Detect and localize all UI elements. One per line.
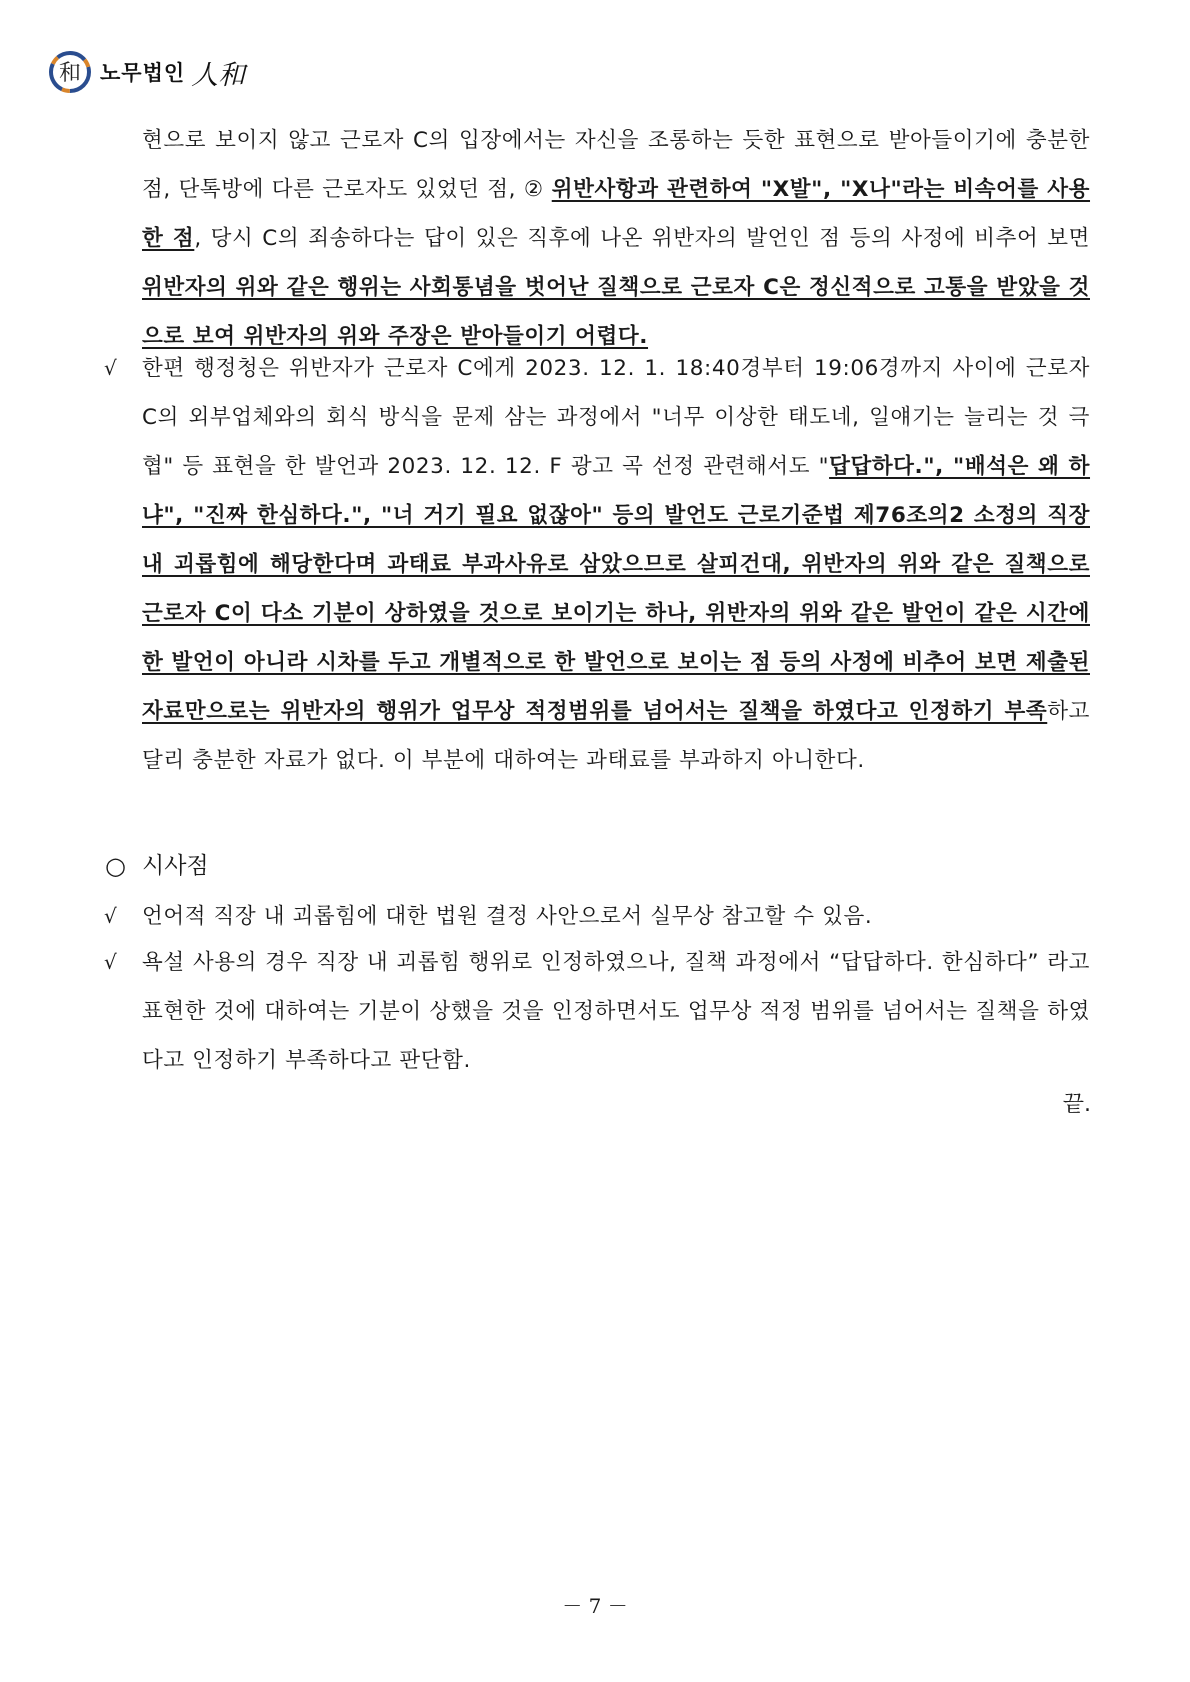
text-run: 현으로 보이지 않고 근로자 C의 입장에서는 자신을 조롱하는 듯한 표현으로 받아들이기에 충분한 점, 단톡방에 다른 근로자도 있었던 점, ② [142,128,1090,202]
org-name: 노무법인 [100,61,186,85]
text-run: 하고 달리 충분한 자료가 없다. 이 부분에 대하여는 과태료를 부과하지 아니한다. [142,699,1090,773]
emphasized-text: 위반사항과 관련하여 "X발", "X나"라는 비속어를 사용한 점 [142,177,1091,251]
paragraph-continuation [142,116,1090,361]
text-run: , 당시 C의 죄송하다는 답이 있은 직후에 나온 위반자의 발언인 점 등의 사정에 비추어 보면 [194,226,1091,251]
emphasized-text: 답답하다.", "배석은 왜 하냐", "진짜 한심하다.", "너 거기 필요 없잖아" 등의 발언도 근로기준법 제76조의2 소정의 직장 내 괴롭힘에 해당한다며 과태료 부과사유로 삼았으므로 살피건대, 위반자의 위와 같은 질책으로 근로자 C이 다소 기분이 상하였을 것으로 보이기는 하나, 위반자의 위와 같은 발언이 같은 시간에 한 발언이 아니라 시차를 두고 개별적으로 한 발언으로 보이는 점 등의 사정에 비추어 보면 제출된 자료만으로는 위반자의 행위가 업무상 적정범위를 넘어서는 질책을 하였다고 인정하기 부족 [142,454,1091,724]
text-run: 한편 행정청은 위반자가 근로자 C에게 2023. 12. 1. 18:40경부터 19:06경까지 사이에 근로자 C의 외부업체와의 회식 방식을 문제 삼는 과정에서 "너무 이상한 태도네, 일얘기는 늘리는 것 극협" 등 표현을 한 발언과 2023. 12. 12. F 광고 곡 선정 관련해서도 " [142,356,1090,479]
section-heading: 시사점 [142,853,209,879]
org-name-script: 人和 [191,59,246,91]
implication-point: 욕설 사용의 경우 직장 내 괴롭힘 행위로 인정하였으나, 질책 과정에서 “답답하다. 한심하다” 라고 표현한 것에 대하여는 기분이 상했을 것을 인정하면서도 업무상 적정 범위를 넘어서는 질책을 하였다고 인정하기 부족하다고 판단함. [142,950,1090,1073]
end-mark: 끝. [1062,1092,1091,1117]
page-number: － 7 － [562,1594,628,1618]
section-bullet-icon: ○ [105,852,126,880]
company-logo [48,50,245,94]
bullet-mark: √ [104,904,117,928]
bullet-mark: √ [104,950,117,974]
svg-text:和: 和 [58,61,82,86]
emphasized-text: 위반자의 위와 같은 행위는 사회통념을 벗어난 질책으로 근로자 C은 정신적으로 고통을 받았을 것으로 보여 위반자의 위와 주장은 받아들이기 어렵다. [142,275,1090,349]
bullet-mark: √ [104,356,117,380]
paragraph-administrative-decision [142,344,1090,785]
implication-point: 언어적 직장 내 괴롭힘에 대한 법원 결정 사안으로서 실무상 참고할 수 있음. [142,904,873,929]
logo-emblem-icon [48,50,92,94]
